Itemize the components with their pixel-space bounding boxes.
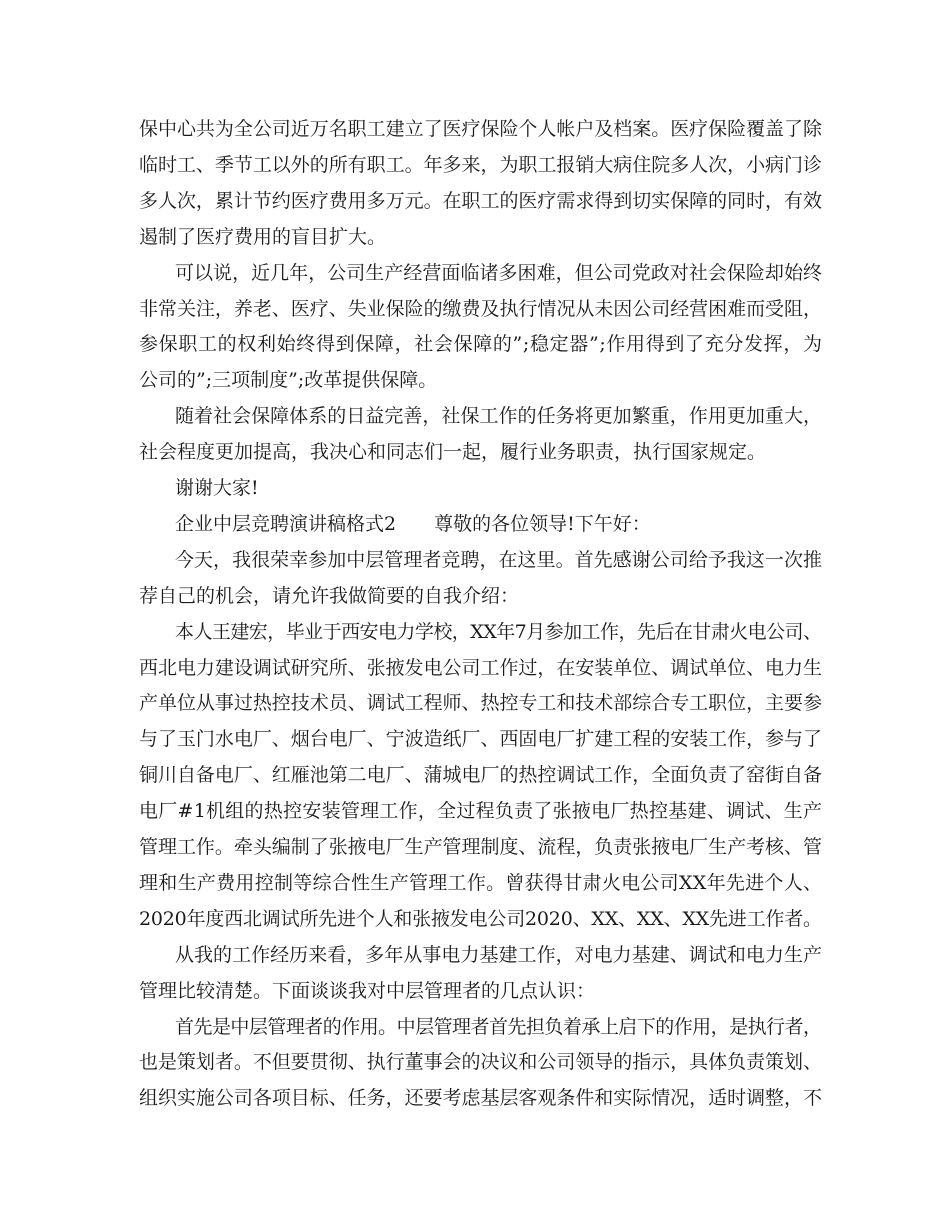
paragraph-line: 理和生产费用控制等综合性生产管理工作。曾获得甘肃火电公司XX年先进个人、 bbox=[139, 872, 823, 894]
paragraph-line: 公司的”;三项制度”;改革提供保障。 bbox=[139, 369, 438, 391]
paragraph-first-line: 可以说，近几年，公司生产经营面临诸多困难，但公司党政对社会保险却始终 bbox=[175, 262, 823, 284]
paragraph-line: 产单位从事过热控技术员、调试工程师、热控专工和技术部综合专工职位，主要参 bbox=[139, 692, 822, 714]
paragraph-line: 2020年度西北调试所先进个人和张掖发电公司2020、XX、XX、XX先进工作者。 bbox=[139, 908, 822, 930]
paragraph-first-line: 首先是中层管理者的作用。中层管理者首先担负着承上启下的作用，是执行者， bbox=[175, 1016, 822, 1038]
paragraph-line: 电厂#1机组的热控安装管理工作，全过程负责了张掖电厂热控基建、调试、生产 bbox=[139, 800, 823, 822]
paragraph-first-line: 随着社会保障体系的日益完善，社保工作的任务将更加繁重，作用更加重大， bbox=[175, 405, 823, 427]
paragraph-line: 多人次，累计节约医疗费用多万元。在职工的医疗需求得到切实保障的同时，有效 bbox=[139, 190, 822, 212]
paragraph-line: 组织实施公司各项目标、任务，还要考虑基层客观条件和实际情况，适时调整，不 bbox=[139, 1087, 822, 1109]
paragraph-line: 管理工作。牵头编制了张掖电厂生产管理制度、流程，负责张掖电厂生产考核、管 bbox=[139, 836, 822, 858]
paragraph-line: 参保职工的权利始终得到保障，社会保障的”;稳定器”;作用得到了充分发挥，为 bbox=[139, 333, 823, 355]
paragraph-first-line: 本人王建宏，毕业于西安电力学校，XX年7月参加工作，先后在甘肃火电公司、 bbox=[175, 621, 822, 643]
paragraph-line: 管理比较清楚。下面谈谈我对中层管理者的几点认识： bbox=[139, 980, 596, 1002]
paragraph-line: 社会程度更加提高，我决心和同志们一起，履行业务职责，执行国家规定。 bbox=[139, 441, 767, 463]
paragraph-line: 也是策划者。不但要贯彻、执行董事会的决议和公司领导的指示，具体负责策划、 bbox=[139, 1051, 822, 1073]
paragraph-line: 西北电力建设调试研究所、张掖发电公司工作过，在安装单位、调试单位、电力生 bbox=[139, 657, 822, 679]
paragraph-first-line: 从我的工作经历来看，多年从事电力基建工作，对电力基建、调试和电力生产 bbox=[175, 944, 823, 966]
paragraph-first-line: 企业中层竞聘演讲稿格式2 尊敬的各位领导!下午好： bbox=[175, 513, 651, 535]
paragraph-first-line: 今天，我很荣幸参加中层管理者竞聘，在这里。首先感谢公司给予我这一次推 bbox=[175, 549, 823, 571]
paragraph-line: 铜川自备电厂、红雁池第二电厂、蒲城电厂的热控调试工作，全面负责了窑街自备 bbox=[139, 764, 822, 786]
paragraph-line: 遏制了医疗费用的盲目扩大。 bbox=[139, 226, 387, 248]
paragraph-line: 与了玉门水电厂、烟台电厂、宁波造纸厂、西固电厂扩建工程的安装工作，参与了 bbox=[139, 728, 822, 750]
paragraph-first-line: 谢谢大家! bbox=[175, 477, 259, 499]
paragraph-line: 非常关注，养老、医疗、失业保险的缴费及执行情况从未因公司经营困难而受阻， bbox=[139, 298, 822, 320]
paragraph-line: 临时工、季节工以外的所有职工。年多来，为职工报销大病住院多人次，小病门诊 bbox=[139, 154, 822, 176]
paragraph-line: 荐自己的机会，请允许我做简要的自我介绍： bbox=[139, 585, 520, 607]
paragraph-line: 保中心共为全公司近万名职工建立了医疗保险个人帐户及档案。医疗保险覆盖了除 bbox=[139, 118, 822, 140]
